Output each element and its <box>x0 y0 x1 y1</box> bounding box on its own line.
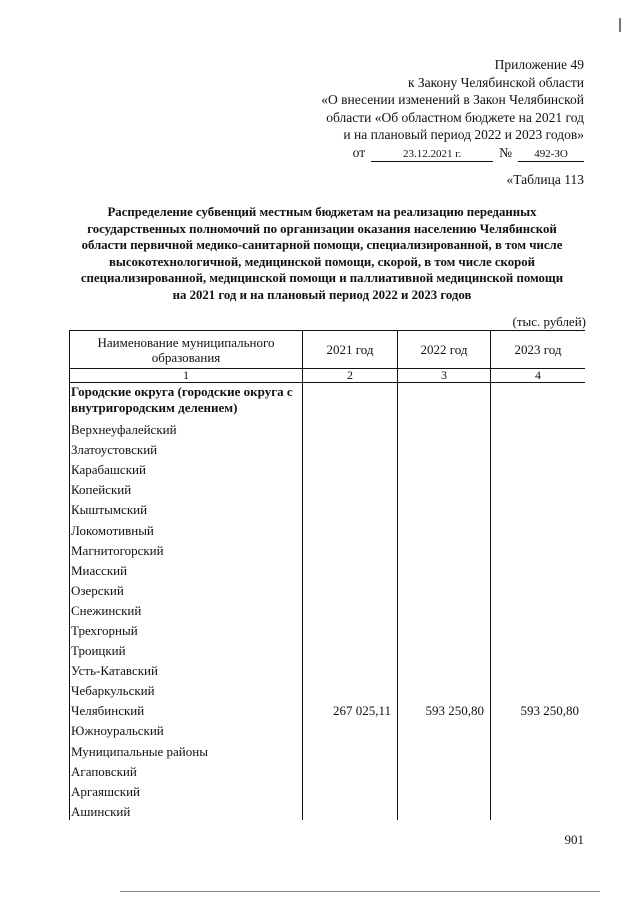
table-row <box>70 541 586 561</box>
value-2022 <box>398 601 491 621</box>
value-2021 <box>303 661 398 681</box>
value-2022 <box>398 420 491 440</box>
law-title-line-3: и на плановый период 2022 и 2023 годов» <box>343 127 584 142</box>
date-prefix: от <box>352 144 366 160</box>
value-2021 <box>303 782 398 802</box>
law-title-line-2: области «Об областном бюджете на 2021 год <box>326 109 584 125</box>
value-2022 <box>398 782 491 802</box>
number-prefix: № <box>499 144 512 160</box>
value-2023 <box>491 500 586 520</box>
value-2021: 267 025,11 <box>303 701 398 721</box>
value-2021 <box>303 641 398 661</box>
table-row <box>70 762 586 782</box>
value-2021 <box>303 742 398 762</box>
scan-artifact-mark <box>619 18 621 32</box>
value-2023 <box>491 681 586 701</box>
column-header-municipality: Наименование муниципального образования <box>70 331 303 369</box>
value-2023 <box>491 661 586 681</box>
table-row <box>70 581 586 601</box>
value-2022 <box>398 440 491 460</box>
value-2022 <box>398 500 491 520</box>
column-number-1: 1 <box>70 369 303 383</box>
date-number-line <box>254 144 584 162</box>
value-2023 <box>491 581 586 601</box>
subvention-table <box>69 330 585 820</box>
table-row <box>70 561 586 581</box>
municipality-name: Муниципальные районы <box>70 742 303 762</box>
table-row <box>70 601 586 621</box>
value-2021 <box>303 440 398 460</box>
value-2021 <box>303 420 398 440</box>
appendix-number: Приложение 49 <box>494 57 584 72</box>
group-title: Городские округа (городские округа с внутригородским делением) <box>70 383 303 421</box>
column-number-2: 2 <box>303 369 398 383</box>
municipality-name: Златоустовский <box>70 440 303 460</box>
value-2022 <box>398 520 491 540</box>
table-row <box>70 440 586 460</box>
value-2023 <box>491 742 586 762</box>
municipality-name: Трехгорный <box>70 621 303 641</box>
value-2023: 593 250,80 <box>491 701 586 721</box>
table-row <box>70 721 586 741</box>
value-2021 <box>303 500 398 520</box>
value-2022 <box>398 762 491 782</box>
value-2022 <box>398 681 491 701</box>
municipality-name: Челябинский <box>70 701 303 721</box>
municipality-name: Аргаяшский <box>70 782 303 802</box>
scan-bottom-line <box>120 891 600 892</box>
table-row <box>70 520 586 540</box>
value-2022 <box>398 802 491 820</box>
value-2023 <box>491 541 586 561</box>
value-2022 <box>398 621 491 641</box>
value-2023 <box>491 460 586 480</box>
column-header-2021: 2021 год <box>303 331 398 369</box>
value-2023 <box>491 480 586 500</box>
value-2023 <box>491 762 586 782</box>
column-number-4: 4 <box>491 369 586 383</box>
municipality-name: Кыштымский <box>70 500 303 520</box>
value-2022 <box>398 561 491 581</box>
value-2022 <box>398 480 491 500</box>
value-2023 <box>491 782 586 802</box>
column-number-row <box>70 369 586 383</box>
value-2021 <box>303 681 398 701</box>
value-2021 <box>303 520 398 540</box>
table-row <box>70 460 586 480</box>
value-2023 <box>491 420 586 440</box>
value-2021 <box>303 802 398 820</box>
value-2021 <box>303 561 398 581</box>
table-row <box>70 661 586 681</box>
value-2021 <box>303 721 398 741</box>
value-2022: 593 250,80 <box>398 701 491 721</box>
table-row <box>70 782 586 802</box>
municipality-name: Озерский <box>70 581 303 601</box>
value-2023 <box>491 601 586 621</box>
law-reference: к Закону Челябинской области <box>407 74 584 90</box>
value-2023 <box>491 721 586 741</box>
value-2023 <box>491 621 586 641</box>
column-header-2023: 2023 год <box>491 331 586 369</box>
municipality-name: Копейский <box>70 480 303 500</box>
table-row <box>70 681 586 701</box>
municipality-name: Ашинский <box>70 802 303 820</box>
value-2023 <box>491 440 586 460</box>
document-title: Распределение субвенций местным бюджетам на реализацию переданных государственных полномочий по организации оказания населению Челябинской области первичной медико-санитарной помощи, специализированной, в том числе высокотехнологичной, медицинской помощи, скорой, в том числе скорой специализированной, медицинской помощи и паллиативной медицинской помощи на 2021 год и на плановый период 2022 и 2023 годов <box>80 205 564 302</box>
appendix-header <box>254 56 584 162</box>
municipality-name: Агаповский <box>70 762 303 782</box>
value-2021 <box>303 762 398 782</box>
column-number-3: 3 <box>398 369 491 383</box>
law-number: 492-ЗО <box>518 147 584 162</box>
table-container <box>69 330 585 820</box>
group-row <box>70 383 586 421</box>
value-2022 <box>398 742 491 762</box>
municipality-name: Локомотивный <box>70 520 303 540</box>
value-2022 <box>398 661 491 681</box>
table-row <box>70 621 586 641</box>
municipality-name: Троицкий <box>70 641 303 661</box>
value-2021 <box>303 621 398 641</box>
municipality-name: Снежинский <box>70 601 303 621</box>
table-label: «Таблица 113 <box>506 172 584 187</box>
value-2021 <box>303 601 398 621</box>
page-number: 901 <box>564 832 584 847</box>
value-2023 <box>491 561 586 581</box>
table-row <box>70 701 586 721</box>
municipality-name: Южноуральский <box>70 721 303 741</box>
value-2023 <box>491 520 586 540</box>
value-2022 <box>398 541 491 561</box>
table-header-row <box>70 331 586 369</box>
law-date: 23.12.2021 г. <box>371 147 493 162</box>
value-2021 <box>303 541 398 561</box>
table-row <box>70 500 586 520</box>
table-row <box>70 480 586 500</box>
table-row <box>70 641 586 661</box>
value-2022 <box>398 460 491 480</box>
table-row <box>70 742 586 762</box>
value-2022 <box>398 721 491 741</box>
municipality-name: Карабашский <box>70 460 303 480</box>
value-2021 <box>303 581 398 601</box>
value-2023 <box>491 641 586 661</box>
value-2022 <box>398 641 491 661</box>
value-2021 <box>303 480 398 500</box>
units-label: (тыс. рублей) <box>512 314 586 329</box>
value-2022 <box>398 581 491 601</box>
law-title-line-1: «О внесении изменений в Закон Челябинской <box>321 92 584 107</box>
municipality-name: Чебаркульский <box>70 681 303 701</box>
value-2023 <box>491 802 586 820</box>
municipality-name: Магнитогорский <box>70 541 303 561</box>
municipality-name: Верхнеуфалейский <box>70 420 303 440</box>
municipality-name: Миасский <box>70 561 303 581</box>
municipality-name: Усть-Катавский <box>70 661 303 681</box>
table-row <box>70 420 586 440</box>
column-header-2022: 2022 год <box>398 331 491 369</box>
table-row <box>70 802 586 820</box>
value-2021 <box>303 460 398 480</box>
